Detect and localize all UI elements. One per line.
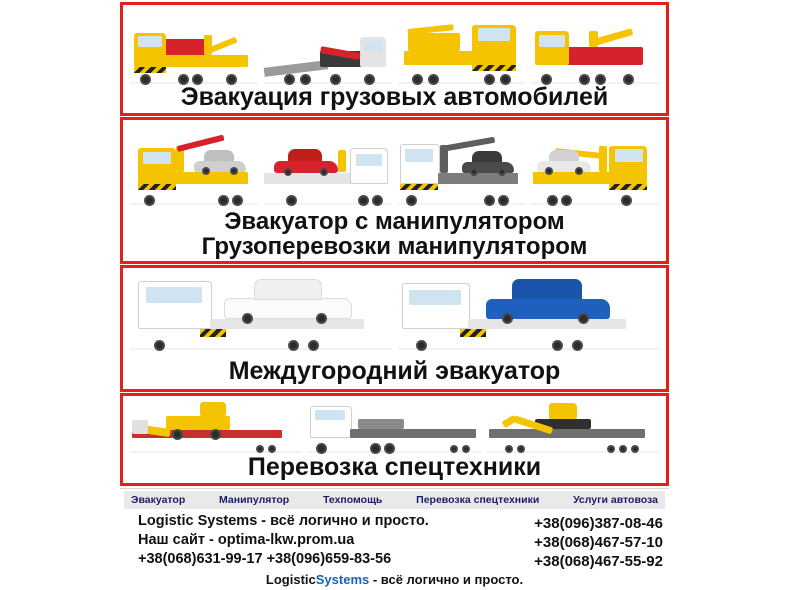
brand-tagline: - всё логично и просто. [369, 572, 524, 587]
phones-line-left[interactable]: +38(068)631-99-17 +38(096)659-83-56 [138, 551, 392, 567]
photo-white-crane-truck-loading-suv [396, 122, 528, 208]
photo-yellow-flatbed-with-crane-and-suv [128, 122, 260, 208]
footer-left-block [138, 512, 468, 569]
loaded-car [537, 150, 591, 172]
loaded-car [462, 151, 514, 173]
vehicle-illustration [400, 15, 520, 81]
photo-heavy-tow-truck-lifting-trailer [262, 7, 394, 87]
loaded-car [224, 281, 350, 319]
phone-1[interactable]: +38(096)387-08-46 [534, 515, 663, 532]
photo-white-flatbed-truck-with-blue-suv [396, 270, 662, 353]
vehicle-illustration [132, 128, 250, 202]
photo-red-car-on-flatbed-truck [262, 122, 394, 208]
ground-shadow [398, 348, 660, 350]
loaded-car [486, 279, 610, 319]
panel-truck-towing [120, 2, 669, 116]
photo-heavy-wrecker-tow-truck [529, 7, 661, 87]
caption-line: Междугородний эвакуатор [228, 356, 561, 385]
vehicle-illustration [533, 128, 651, 202]
photo-wheel-loader-on-lowboy-trailer [128, 398, 304, 456]
caption-line: Перевозка спецтехники [247, 452, 542, 481]
contact-footer [120, 488, 669, 588]
vehicle-illustration [132, 398, 292, 450]
phone-2[interactable]: +38(068)467-57-10 [534, 534, 663, 551]
loaded-car [194, 150, 246, 172]
loaded-car [274, 149, 338, 173]
caption-line: Эвакуатор с манипулятором [224, 207, 565, 235]
panel-intercity-tow [120, 265, 669, 392]
vehicle-illustration [489, 394, 651, 450]
vehicle-illustration [134, 19, 250, 81]
vehicle-illustration [264, 19, 390, 81]
vehicle-illustration [310, 398, 480, 450]
tag-perevozka-spectehniki[interactable]: Перевозка спецтехники [416, 494, 540, 506]
website-line[interactable]: Наш сайт - optima-lkw.prom.ua [138, 532, 355, 548]
phone-3[interactable]: +38(068)467-55-92 [534, 553, 663, 570]
panel-3-caption [123, 358, 666, 384]
panel-1-photo-strip [123, 5, 666, 87]
vehicle-illustration [535, 19, 647, 81]
ground-shadow [130, 348, 392, 350]
footer-phone-block [534, 514, 663, 571]
vehicle-illustration [138, 275, 368, 347]
vehicle-illustration [402, 275, 632, 347]
tag-evakuator[interactable]: Эвакуатор [131, 494, 186, 506]
tag-tehpomosch[interactable]: Техпомощь [322, 494, 383, 506]
photo-yellow-crane-truck-with-car [529, 122, 661, 208]
caption-line: Грузоперевозки манипулятором [201, 232, 588, 260]
photo-excavator-on-lowboy-trailer [485, 398, 661, 456]
panel-4-caption [123, 454, 666, 480]
tag-uslugi-avtovoza[interactable]: Услуги автовоза [573, 494, 658, 506]
photo-truck-with-lowboy-trailer [306, 398, 482, 456]
panel-2-caption [123, 209, 666, 259]
panel-4-photo-strip [123, 396, 666, 456]
vehicle-illustration [400, 128, 520, 202]
photo-yellow-tow-truck-with-crane [128, 7, 260, 87]
service-tag-bar [124, 491, 665, 509]
tag-manipulyator[interactable]: Манипулятор [219, 494, 290, 506]
panel-crane-manipulator [120, 117, 669, 264]
panel-2-photo-strip [123, 120, 666, 208]
photo-white-flatbed-truck-with-white-sedan [128, 270, 394, 353]
caption-line: Эвакуация грузовых автомобилей [180, 82, 609, 111]
photo-yellow-man-tow-truck [396, 7, 528, 87]
panel-1-caption [123, 84, 666, 110]
brand-systems: Systems [315, 572, 370, 587]
panel-heavy-equipment-transport [120, 393, 669, 486]
footer-main [120, 512, 669, 574]
company-slogan: Logistic Systems - всё логично и просто. [138, 513, 429, 529]
brand-logistic: Logistic [265, 572, 316, 587]
panel-3-photo-strip [123, 268, 666, 353]
vehicle-illustration [264, 128, 390, 202]
footer-brand-line [120, 572, 669, 587]
